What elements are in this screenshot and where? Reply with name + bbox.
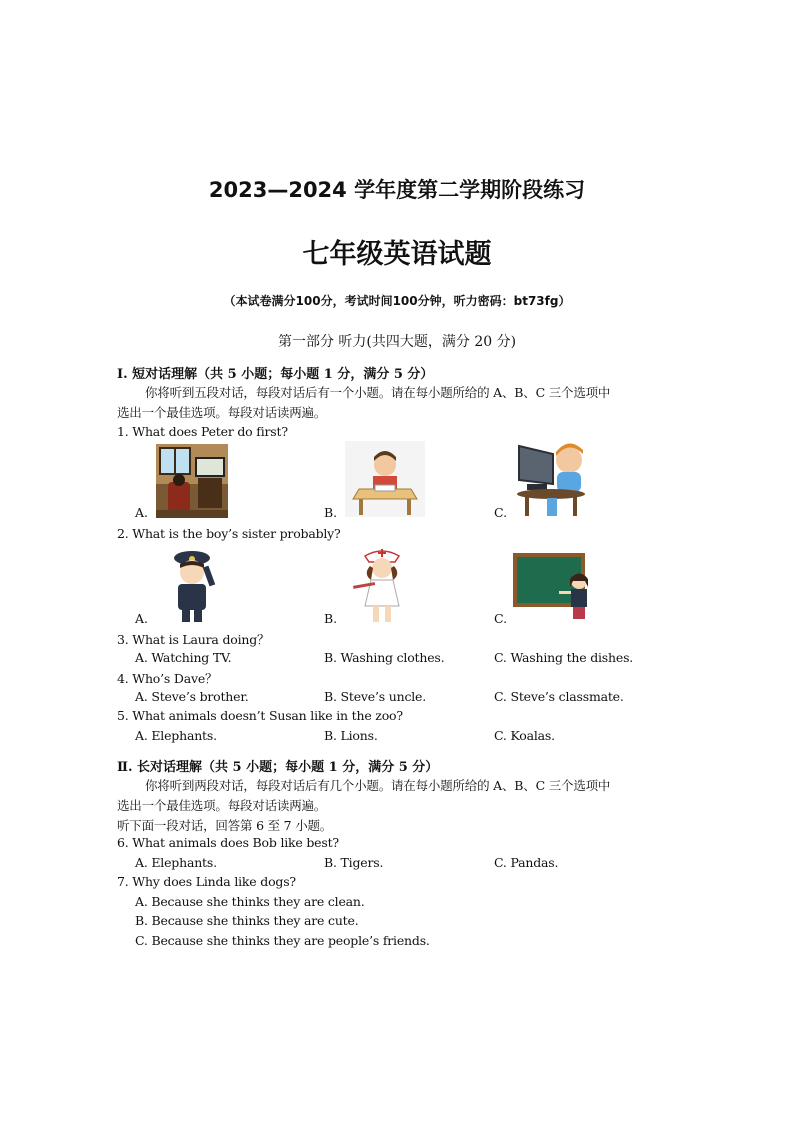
q6-option-c: C. Pandas. bbox=[494, 855, 559, 870]
q4-option-c: C. Steve’s classmate. bbox=[494, 689, 624, 704]
section1-instruction-line2: 选出一个最佳选项。每段对话读两遍。 bbox=[117, 405, 327, 420]
q1-option-b: B. bbox=[324, 505, 338, 520]
q5-option-c: C. Koalas. bbox=[494, 728, 555, 743]
q2-question: 2. What is the boy’s sister probably? bbox=[117, 526, 341, 541]
section2-instruction-line1: 你将听到两段对话，每段对话后有几个小题。请在每小题所给的 A、B、C 三个选项中 bbox=[145, 778, 611, 793]
q5-question: 5. What animals doesn’t Susan like in the zoo? bbox=[117, 708, 403, 723]
exam-subtitle: 七年级英语试题 bbox=[302, 239, 492, 270]
section1-heading: I. 短对话理解（共 5 小题；每小题 1 分，满分 5 分） bbox=[117, 367, 434, 382]
q4-option-a: A. Steve’s brother. bbox=[135, 689, 249, 704]
q2-option-a: A. bbox=[135, 611, 149, 626]
q3-option-b: B. Washing clothes. bbox=[324, 650, 445, 665]
watching-tv-illustration bbox=[156, 444, 228, 518]
exam-note: （本试卷满分100分，考试时间100分钟，听力密码：bt73fg） bbox=[223, 294, 571, 308]
q4-option-b: B. Steve’s uncle. bbox=[324, 689, 427, 704]
q4-question: 4. Who’s Dave？ bbox=[117, 671, 218, 686]
q3-option-c: C. Washing the dishes. bbox=[494, 650, 634, 665]
q5-option-a: A. Elephants. bbox=[135, 728, 217, 743]
section2-instruction-line3: 听下面一段对话，回答第 6 至 7 小题。 bbox=[117, 818, 333, 833]
q7-option-c: C. Because she thinks they are people’s friends. bbox=[135, 933, 430, 948]
q3-option-a: A. Watching TV. bbox=[135, 650, 232, 665]
q6-option-b: B. Tigers. bbox=[324, 855, 384, 870]
q1-question: 1. What does Peter do first? bbox=[117, 424, 288, 439]
q2-option-b: B. bbox=[324, 611, 338, 626]
section1-instruction-line1: 你将听到五段对话，每段对话后有一个小题。请在每小题所给的 A、B、C 三个选项中 bbox=[145, 385, 611, 400]
policewoman-illustration bbox=[156, 546, 233, 624]
q1-option-a: A. bbox=[135, 505, 149, 520]
q6-option-a: A. Elephants. bbox=[135, 855, 217, 870]
boy-at-desk-illustration bbox=[345, 441, 425, 517]
section2-instruction-line2: 选出一个最佳选项。每段对话读两遍。 bbox=[117, 798, 327, 813]
q7-option-a: A. Because she thinks they are clean. bbox=[135, 894, 365, 909]
q5-option-b: B. Lions. bbox=[324, 728, 378, 743]
teacher-at-blackboard-illustration bbox=[513, 551, 593, 623]
q7-option-b: B. Because she thinks they are cute. bbox=[135, 913, 359, 928]
nurse-illustration bbox=[343, 544, 421, 624]
q7-question: 7. Why does Linda like dogs? bbox=[117, 874, 296, 889]
q3-question: 3. What is Laura doing？ bbox=[117, 632, 270, 647]
part-heading: 第一部分 听力(共四大题，满分 20 分) bbox=[277, 334, 517, 350]
exam-title: 2023—2024 学年度第二学期阶段练习 bbox=[208, 178, 586, 202]
section2-heading: Ⅱ. 长对话理解（共 5 小题；每小题 1 分，满分 5 分） bbox=[117, 760, 439, 775]
boy-at-computer-illustration bbox=[513, 440, 589, 518]
q1-option-c: C. bbox=[494, 505, 508, 520]
q2-option-c: C. bbox=[494, 611, 508, 626]
q6-question: 6. What animals does Bob like best? bbox=[117, 835, 339, 850]
